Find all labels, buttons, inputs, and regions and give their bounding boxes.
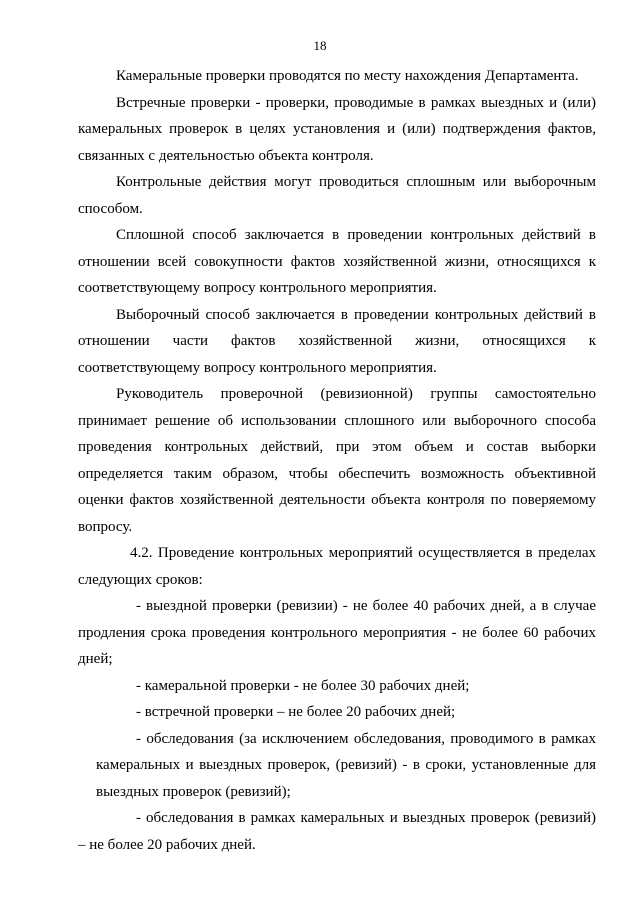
paragraph-group-leader-decision: Руководитель проверочной (ревизионной) группы самостоятельно принимает решение об использовании сплошного или выборочного способа проведения контрольных действий, при этом объем и состав выборки определяется таким образом, чтобы обеспечить возможность объективной оценки фактов хозяйственной деятельности объекта контроля по поверяемому вопросу. bbox=[78, 386, 596, 535]
list-item-desk-inspection: - камеральной проверки - не более 30 рабочих дней; bbox=[136, 677, 470, 694]
list-item-counter-inspection: - встречной проверки – не более 20 рабочих дней; bbox=[136, 704, 456, 720]
list-item-field-inspection: - выездной проверки (ревизии) - не более 40 рабочих дней, а в случае продления срока проведения контрольного мероприятия - не более 60 рабочих дней; bbox=[78, 598, 596, 667]
paragraph-4-2-deadlines: 4.2. Проведение контрольных мероприятий осуществляется в пределах следующих сроков: bbox=[78, 545, 596, 588]
list-item-survey-general: - обследования (за исключением обследования, проводимого в рамках камеральных и выездных проверок, (ревизий) - в сроки, установленные для выездных проверок (ревизий); bbox=[96, 730, 596, 800]
list-item-survey-within-inspections: - обследования в рамках камеральных и выездных проверок (ревизий) – не более 20 рабочих дней. bbox=[78, 810, 596, 853]
paragraph-counter-inspections: Встречные проверки - проверки, проводимые в рамках выездных и (или) камеральных проверок в целях установления и (или) подтверждения фактов, связанных с деятельностью объекта контроля. bbox=[78, 94, 596, 164]
paragraph-sample-method: Выборочный способ заключается в проведении контрольных действий в отношении части фактов хозяйственной жизни, относящихся к соответствующему вопросу контрольного мероприятия. bbox=[78, 306, 596, 376]
paragraph-control-actions-methods: Контрольные действия могут проводиться сплошным или выборочным способом. bbox=[78, 174, 596, 217]
paragraph-desk-inspections-location: Камеральные проверки проводятся по месту нахождения Департамента. bbox=[116, 68, 579, 84]
paragraph-continuous-method: Сплошной способ заключается в проведении контрольных действий в отношении всей совокупности фактов хозяйственной жизни, относящихся к соответствующему вопросу контрольного мероприятия. bbox=[78, 227, 596, 296]
page-number: 18 bbox=[313, 38, 327, 53]
document-body bbox=[78, 63, 596, 858]
